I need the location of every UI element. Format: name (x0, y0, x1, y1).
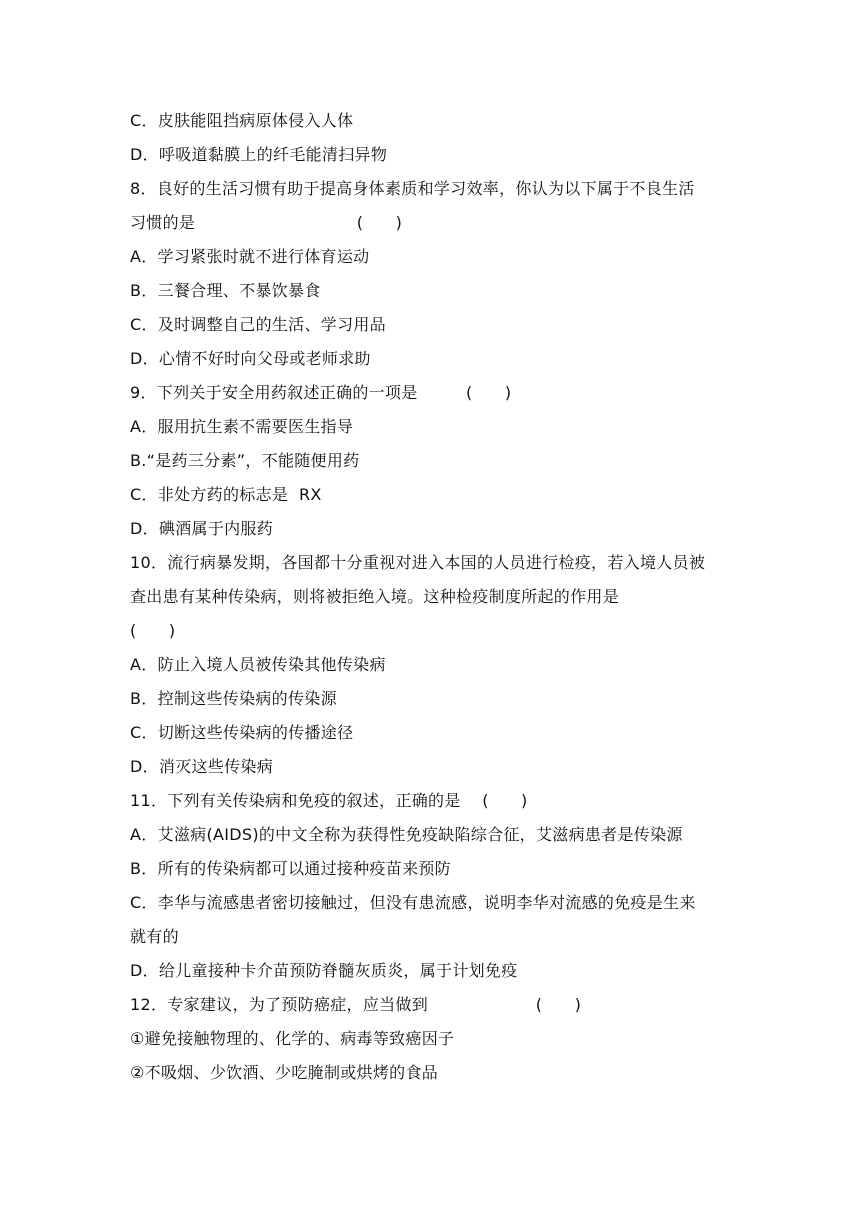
item-1-q12: ①避免接触物理的、化学的、病毒等致癌因子 (130, 1029, 455, 1048)
option-c-q7: C．皮肤能阻挡病原体侵入人体 (130, 111, 354, 130)
question-10-line-2: 查出患有某种传染病，则将被拒绝入境。这种检疫制度所起的作用是 (130, 587, 620, 606)
question-10-line-3: ( ) (130, 621, 176, 640)
question-12: 12．专家建议，为了预防癌症，应当做到 ( ) (130, 995, 582, 1014)
document-content (130, 104, 740, 1090)
item-2-q12: ②不吸烟、少饮酒、少吃腌制或烘烤的食品 (130, 1063, 439, 1082)
option-a-q9: A．服用抗生素不需要医生指导 (130, 417, 354, 436)
question-8-line-2: 习惯的是 ( ) (130, 213, 403, 232)
option-c-q11-line-1: C．李华与流感患者密切接触过，但没有患流感，说明李华对流感的免疫是生来 (130, 893, 696, 912)
question-9: 9．下列关于安全用药叙述正确的一项是 ( ) (130, 383, 512, 402)
question-10-line-1: 10．流行病暴发期，各国都十分重视对进入本国的人员进行检疫，若入境人员被 (130, 553, 706, 572)
option-d-q11: D．给儿童接种卡介苗预防脊髓灰质炎，属于计划免疫 (130, 961, 518, 980)
option-b-q9: B.“是药三分素”，不能随便用药 (130, 451, 360, 470)
option-a-q10: A．防止入境人员被传染其他传染病 (130, 655, 386, 674)
option-d-q9: D．碘酒属于内服药 (130, 519, 274, 538)
option-a-q11: A．艾滋病(AIDS)的中文全称为获得性免疫缺陷综合征，艾滋病患者是传染源 (130, 825, 683, 844)
question-11: 11．下列有关传染病和免疫的叙述，正确的是 ( ) (130, 791, 528, 810)
option-c-q9: C．非处方药的标志是 RX (130, 485, 322, 504)
option-d-q10: D．消灭这些传染病 (130, 757, 274, 776)
option-b-q10: B．控制这些传染病的传染源 (130, 689, 337, 708)
option-b-q11: B．所有的传染病都可以通过接种疫苗来预防 (130, 859, 451, 878)
option-c-q11-line-2: 就有的 (130, 927, 179, 946)
option-d-q8: D．心情不好时向父母或老师求助 (130, 349, 371, 368)
option-c-q10: C．切断这些传染病的传播途径 (130, 723, 354, 742)
option-c-q8: C．及时调整自己的生活、学习用品 (130, 315, 386, 334)
question-8-line-1: 8．良好的生活习惯有助于提高身体素质和学习效率，你认为以下属于不良生活 (130, 179, 695, 198)
option-a-q8: A．学习紧张时就不进行体育运动 (130, 247, 370, 266)
option-b-q8: B．三餐合理、不暴饮暴食 (130, 281, 321, 300)
option-d-q7: D．呼吸道黏膜上的纤毛能清扫异物 (130, 145, 388, 164)
